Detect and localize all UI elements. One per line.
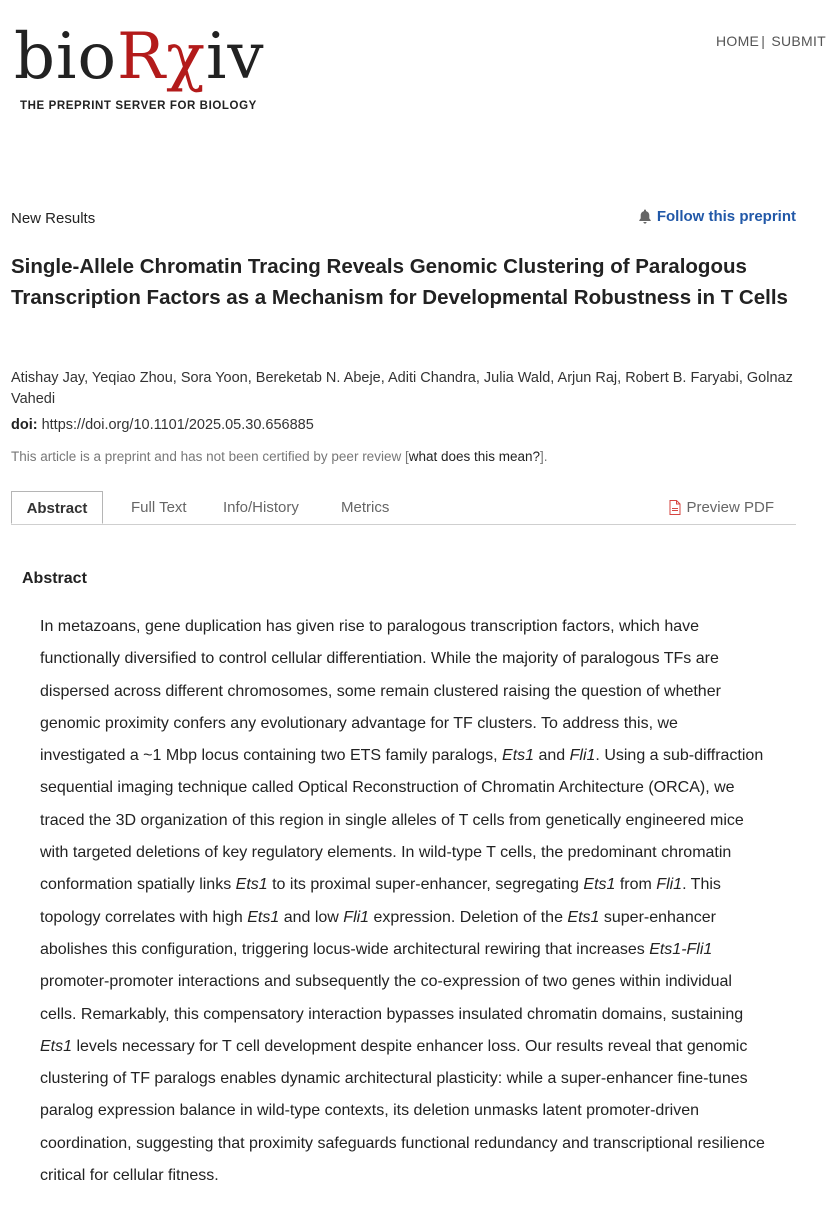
tab-metrics[interactable]: Metrics [341, 499, 390, 516]
nav-submit-link[interactable]: SUBMIT [771, 33, 827, 49]
gene-name: Fli1 [569, 747, 596, 765]
bell-icon [638, 209, 652, 224]
gene-name: Ets1 [247, 908, 280, 926]
article-category: New Results [11, 210, 96, 227]
preview-pdf-button[interactable] [669, 491, 774, 524]
tab-abstract[interactable]: Abstract [11, 491, 103, 524]
abstract-body: In metazoans, gene duplication has given rise to paralogous transcription factors, which have functionally diversified to control cellular differentiation. While the majority of paralogous TFs are dispersed across different chromosomes, some remain clustered raising the question of whether genomic proximity confers any evolutionary advantage for TF clusters. To address this, we investigated a ~1 Mbp locus containing two ETS family paralogs, Ets1 and Fli1. Using a sub-diffraction sequential imaging technique called Optical Reconstruction of Chromatin Architecture (ORCA), we traced the 3D organization of this region in single alleles of T cells from genetically engineered mice with targeted deletions of key regulatory elements. In wild-type T cells, the predominant chromatin conformation spatially links Ets1 to its proximal super-enhancer, segregating Ets1 from Fli1. This topology correlates with high Ets1 and low Fli1 expression. Deletion of the Ets1 super-enhancer abolishes this configuration, triggering locus-wide architectural rewiring that increases Ets1-Fli1 promoter-promoter interactions and subsequently the co-expression of two genes within individual cells. Remarkably, this compensatory interaction bypasses insulated chromatin domains, sustaining Ets1 levels necessary for T cell development despite enhancer loss. Our results reveal that genomic clustering of TF paralogs enables dynamic architectural plasticity: while a super-enhancer fine-tunes paralog expression balance in wild-type contexts, its deletion unmasks latent promoter-driven coordination, suggesting that proximity safeguards functional redundancy and transcriptional resilience critical for cellular fitness. [40, 618, 765, 1185]
gene-name: Ets1-Fli1 [649, 940, 713, 958]
nav-separator: | [761, 33, 766, 49]
gene-name: Ets1 [583, 876, 616, 894]
pdf-file-icon [669, 500, 681, 515]
preview-pdf-label: Preview PDF [686, 499, 774, 516]
author-list[interactable]: Atishay Jay, Yeqiao Zhou, Sora Yoon, Bereketab N. Abeje, Aditi Chandra, Julia Wald, Arjun Raj, Robert B. Faryabi, Golnaz Vahedi [11, 370, 793, 407]
gene-name: Ets1 [235, 876, 268, 894]
gene-name: Fli1 [343, 908, 370, 926]
article-tabs [11, 491, 796, 525]
logo-tagline: THE PREPRINT SERVER FOR BIOLOGY [20, 100, 257, 112]
site-logo[interactable] [14, 22, 265, 112]
doi-line [11, 417, 314, 433]
article-title: Single-Allele Chromatin Tracing Reveals Genomic Clustering of Paralogous Transcription Factors as a Mechanism for Developmental Robustness in T Cells [11, 255, 788, 309]
tab-full-text[interactable]: Full Text [131, 499, 187, 516]
logo-wordmark: bioRχiv [14, 20, 265, 94]
follow-preprint-button[interactable] [638, 208, 796, 225]
gene-name: Ets1 [567, 908, 600, 926]
what-does-this-mean-link[interactable]: what does this mean? [408, 449, 541, 464]
tab-info-history[interactable]: Info/History [223, 499, 299, 516]
gene-name: Ets1 [40, 1037, 73, 1055]
peer-review-notice: This article is a preprint and has not been certified by peer review [what does this mean?]. [11, 449, 548, 464]
gene-name: Fli1 [656, 876, 683, 894]
nav-home-link[interactable]: HOME [716, 33, 760, 49]
abstract-heading: Abstract [22, 570, 87, 587]
top-navigation [716, 33, 828, 49]
doi-link[interactable]: https://doi.org/10.1101/2025.05.30.656885 [41, 417, 314, 433]
doi-label: doi: [11, 417, 38, 433]
gene-name: Ets1 [502, 747, 535, 765]
follow-label: Follow this preprint [656, 208, 796, 225]
